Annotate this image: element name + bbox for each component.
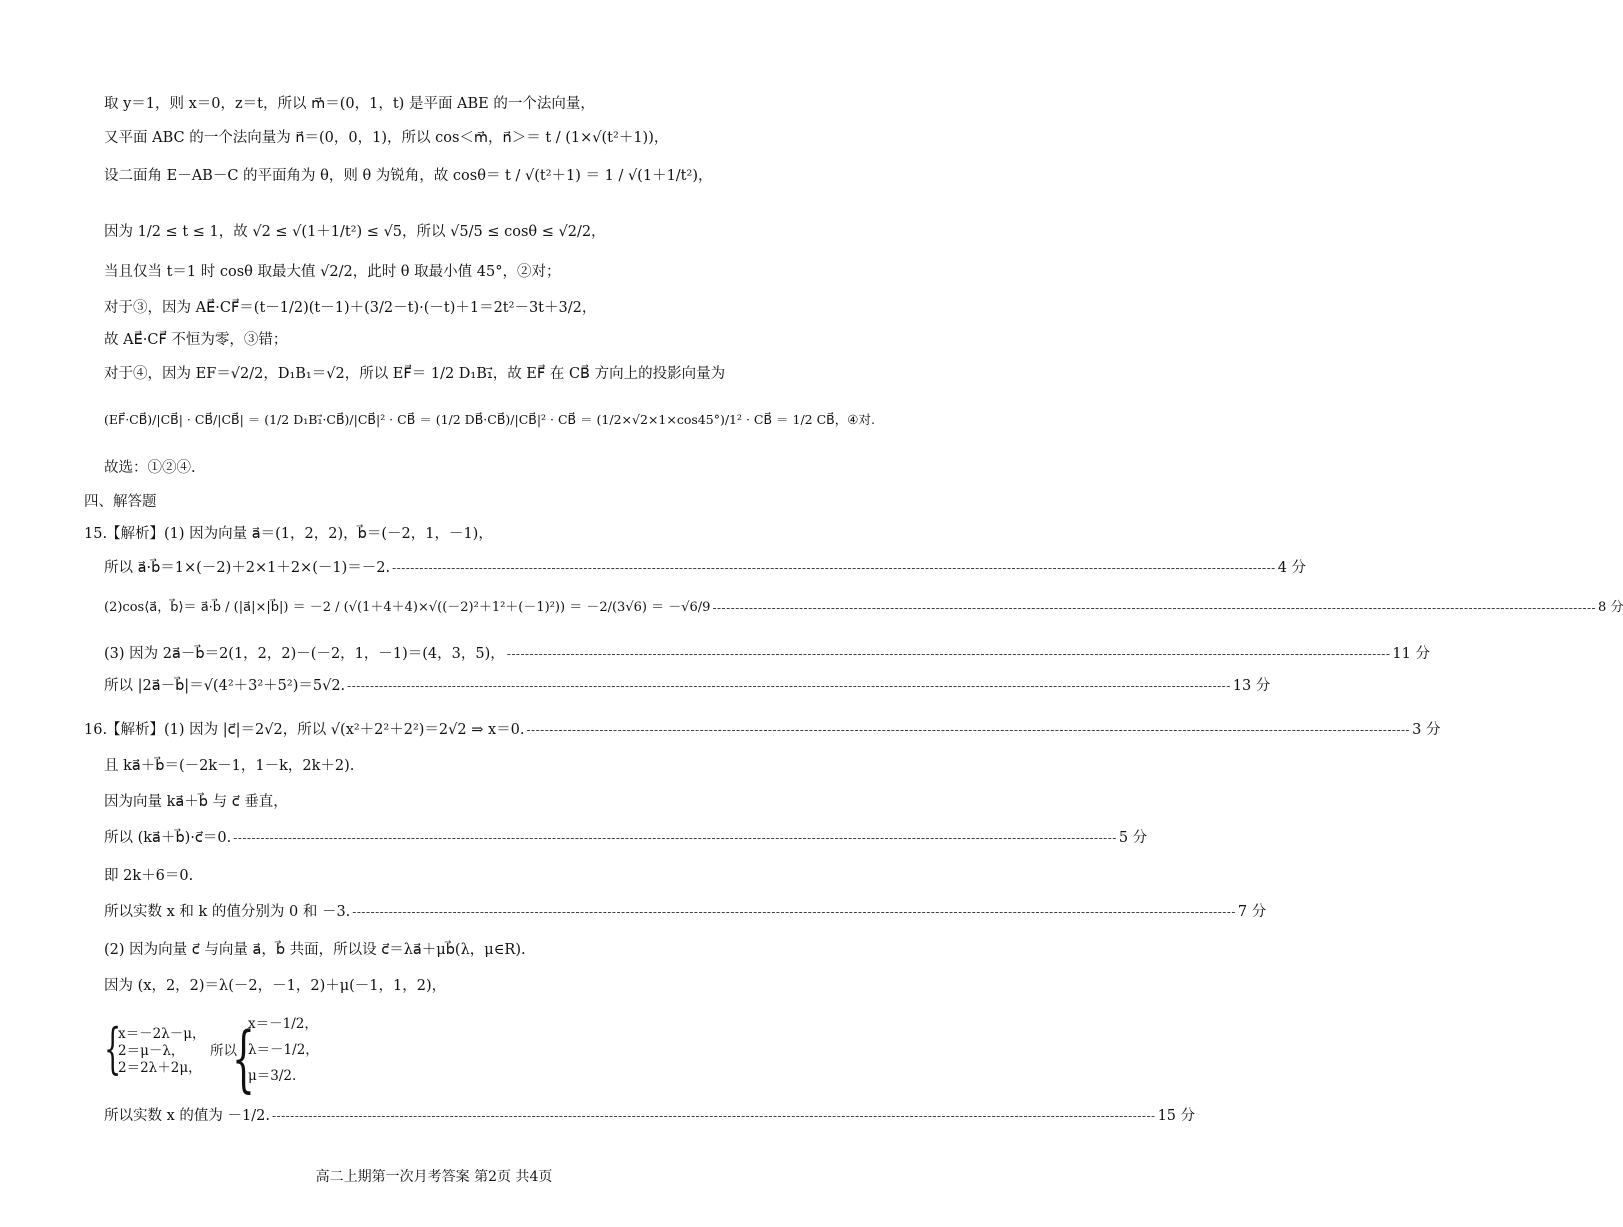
solution-line-10: 故选：①②④. (104, 460, 196, 476)
q16-line-9-text: 所以实数 x 的值为 －1/2. (104, 1108, 270, 1124)
q15-line-4-text: (3) 因为 2a⃗－b⃗＝2(1，2，2)－(－2，1，－1)＝(4，3，5)， (104, 646, 505, 662)
score-label: 5 分 (1118, 830, 1148, 846)
dotted-leader: -------------------------------------------------------------------------------------------------------------------------------------------------------------------------------------------------- (233, 831, 1117, 845)
score-label: 4 分 (1277, 560, 1307, 576)
question-15-number: 15. (84, 526, 108, 542)
q16-line-5: 即 2k＋6＝0. (104, 868, 194, 884)
score-label: 13 分 (1232, 678, 1271, 694)
system-1-eq-3: 2＝2λ＋2μ， (118, 1060, 202, 1076)
q15-line-5 (104, 676, 1271, 696)
score-label: 3 分 (1412, 722, 1441, 738)
q15-line-1: 【解析】(1) 因为向量 a⃗＝(1，2，2)，b⃗＝(－2，1，－1)， (106, 526, 493, 542)
left-brace-1: { (104, 1017, 122, 1080)
page-footer: 高二上期第一次月考答案 第2页 共4页 (315, 1169, 553, 1185)
score-label: 15 分 (1157, 1108, 1196, 1124)
dotted-leader: -------------------------------------------------------------------------------------------------------------------------------------------------------------------------------------------------- (347, 679, 1231, 693)
q15-line-2-text: 所以 a⃗·b⃗＝1×(－2)＋2×1＋2×(－1)＝－2. (104, 560, 391, 576)
q16-line-9 (104, 1106, 1196, 1126)
q16-line-3: 因为向量 ka⃗＋b⃗ 与 c⃗ 垂直， (104, 794, 288, 810)
dotted-leader: -------------------------------------------------------------------------------------------------------------------------------------------------------------------------------------------------- (526, 723, 1411, 737)
q15-line-4 (104, 644, 1430, 664)
system-1-eq-2: 2＝μ－λ， (118, 1043, 185, 1059)
score-label: 8 分 (1598, 600, 1623, 615)
so-label: 所以 (210, 1043, 237, 1059)
question-16-number: 16. (84, 722, 108, 738)
q16-line-6 (104, 902, 1267, 922)
dotted-leader: -------------------------------------------------------------------------------------------------------------------------------------------------------------------------------------------------- (352, 905, 1236, 919)
dotted-leader: -------------------------------------------------------------------------------------------------------------------------------------------------------------------------------------------------- (271, 1109, 1156, 1123)
solution-line-9: (EF⃗·CB⃗)/|CB⃗| · CB⃗/|CB⃗| ＝ (1/2 D₁B₁⃗·CB⃗)/|CB⃗|² · CB⃗ ＝ (1/2 DB⃗·CB⃗)/|CB⃗|² · CB⃗ ＝ (1/2×√2×1×cos45°)/1² · CB⃗ ＝ 1/2 CB⃗，④对. (104, 412, 875, 427)
q16-line-1 (106, 720, 1441, 740)
left-brace-2: { (232, 1016, 255, 1100)
q15-line-5-text: 所以 |2a⃗－b⃗|＝√(4²＋3²＋5²)＝5√2. (104, 678, 346, 694)
q16-line-2: 且 ka⃗＋b⃗＝(－2k－1，1－k，2k＋2). (104, 758, 355, 774)
equation-system (104, 1016, 424, 1100)
q16-line-1-text: 【解析】(1) 因为 |c⃗|＝2√2，所以 √(x²＋2²＋2²)＝2√2 ⇒ x＝0. (106, 722, 525, 738)
solution-line-6: 对于③，因为 AE⃗·CF⃗＝(t－1/2)(t－1)＋(3/2－t)·(－t)＋1＝2t²－3t＋3/2， (104, 300, 597, 316)
dotted-leader: -------------------------------------------------------------------------------------------------------------------------------------------------------------------------------------------------- (392, 561, 1276, 575)
system-1-eq-1: x＝－2λ－μ， (118, 1026, 206, 1042)
system-2-eq-3: μ＝3/2. (248, 1068, 297, 1084)
q16-line-4 (104, 828, 1148, 848)
solution-line-5: 当且仅当 t＝1 时 cosθ 取最大值 √2/2，此时 θ 取最小值 45°，②对； (104, 264, 561, 280)
solution-line-8: 对于④，因为 EF＝√2/2，D₁B₁＝√2，所以 EF⃗＝ 1/2 D₁B₁⃗，故 EF⃗ 在 CB⃗ 方向上的投影向量为 (104, 366, 726, 382)
solution-line-4: 因为 1/2 ≤ t ≤ 1，故 √2 ≤ √(1＋1/t²) ≤ √5，所以 √5/5 ≤ cosθ ≤ √2/2， (104, 224, 606, 240)
q15-line-3-text: (2)cos⟨a⃗，b⃗⟩＝ a⃗·b⃗ / (|a⃗|×|b⃗|) ＝ －2 / (√(1＋4＋4)×√((－2)²＋1²＋(－1)²)) ＝ －2/(3√6) ＝ －√6/9 (104, 600, 711, 615)
system-2-eq-1: x＝－1/2， (248, 1016, 318, 1032)
solution-line-1: 取 y＝1，则 x＝0，z＝t，所以 m⃗＝(0，1，t) 是平面 ABE 的一个法向量， (104, 96, 595, 112)
section-heading: 四、解答题 (84, 494, 157, 510)
dotted-leader: -------------------------------------------------------------------------------------------------------------------------------------------------------------------------------------------------- (712, 601, 1597, 615)
q16-line-7: (2) 因为向量 c⃗ 与向量 a⃗，b⃗ 共面，所以设 c⃗＝λa⃗＋μb⃗(λ，μ∈R). (104, 942, 526, 958)
score-label: 7 分 (1237, 904, 1267, 920)
q15-line-2 (104, 558, 1307, 578)
q16-line-6-text: 所以实数 x 和 k 的值分别为 0 和 －3. (104, 904, 351, 920)
q16-line-8: 因为 (x，2，2)＝λ(－2，－1，2)＋μ(－1，1，2)， (104, 978, 447, 994)
q16-line-4-text: 所以 (ka⃗＋b⃗)·c⃗＝0. (104, 830, 232, 846)
score-label: 11 分 (1392, 646, 1430, 662)
solution-line-2: 又平面 ABC 的一个法向量为 n⃗＝(0，0，1)，所以 cos＜m⃗，n⃗＞＝ t / (1×√(t²＋1))， (104, 130, 669, 146)
solution-line-3: 设二面角 E－AB－C 的平面角为 θ，则 θ 为锐角，故 cosθ＝ t / √(t²＋1) ＝ 1 / √(1＋1/t²)， (104, 168, 713, 184)
solution-line-7: 故 AE⃗·CF⃗ 不恒为零，③错； (104, 332, 288, 348)
q15-line-3 (104, 598, 1623, 618)
dotted-leader: -------------------------------------------------------------------------------------------------------------------------------------------------------------------------------------------------- (506, 647, 1391, 661)
system-2-eq-2: λ＝－1/2， (248, 1042, 319, 1058)
